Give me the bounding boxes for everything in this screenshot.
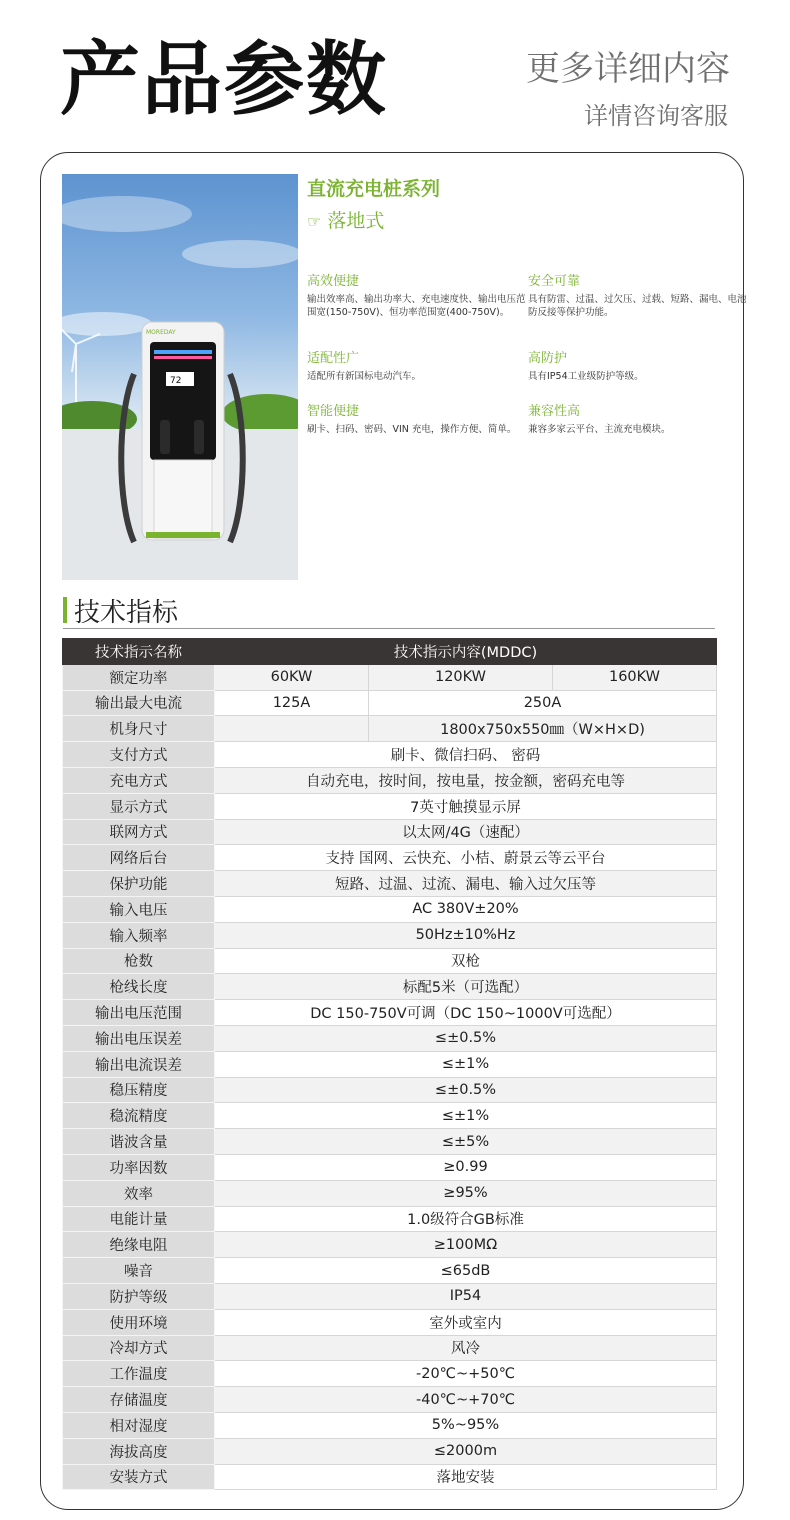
section-accent-bar <box>63 597 67 623</box>
row-value: 短路、过温、过流、漏电、输入过欠压等 <box>215 871 717 897</box>
row-label: 枪线长度 <box>63 974 215 1000</box>
row-label: 联网方式 <box>63 819 215 845</box>
feature-desc: 兼容多家云平台、主流充电模块。 <box>528 424 671 435</box>
charger-screen-value: 72 <box>170 376 182 386</box>
feature-compatibility <box>528 400 748 436</box>
section-divider <box>63 628 715 629</box>
table-row <box>63 1412 717 1438</box>
table-header-row <box>63 639 717 665</box>
row-label: 绝缘电阻 <box>63 1232 215 1258</box>
row-value: ≤65dB <box>215 1258 717 1284</box>
row-label: 显示方式 <box>63 793 215 819</box>
charger-illustration <box>62 174 298 580</box>
row-value: 250A <box>369 690 717 716</box>
row-label: 谐波含量 <box>63 1129 215 1155</box>
table-row <box>63 1232 717 1258</box>
row-value: 120KW <box>369 664 553 690</box>
row-value: ≤2000m <box>215 1438 717 1464</box>
feature-safe <box>528 270 748 319</box>
row-label: 功率因数 <box>63 1154 215 1180</box>
row-value: 风冷 <box>215 1335 717 1361</box>
mount-type-label: 落地式 <box>327 210 385 232</box>
feature-compatible <box>307 347 527 383</box>
more-details-heading: 更多详细内容 <box>526 49 730 89</box>
mount-type <box>307 206 384 233</box>
row-value: ≥100MΩ <box>215 1232 717 1258</box>
page-title: 产品参数 <box>60 33 388 126</box>
feature-desc: 具有IP54工业级防护等级。 <box>528 371 644 382</box>
row-label: 海拔高度 <box>63 1438 215 1464</box>
row-label: 额定功率 <box>63 664 215 690</box>
table-row <box>63 1464 717 1490</box>
row-label: 使用环境 <box>63 1309 215 1335</box>
row-value: ≤±1% <box>215 1051 717 1077</box>
table-row <box>63 1387 717 1413</box>
table-row <box>63 819 717 845</box>
row-value: 以太网/4G（速配） <box>215 819 717 845</box>
table-row <box>63 767 717 793</box>
table-row <box>63 1051 717 1077</box>
table-row <box>63 1438 717 1464</box>
row-label: 电能计量 <box>63 1206 215 1232</box>
row-value: ≤±1% <box>215 1103 717 1129</box>
row-value: DC 150-750V可调（DC 150~1000V可选配） <box>215 1000 717 1026</box>
table-row <box>63 1309 717 1335</box>
row-value: 自动充电，按时间，按电量，按金额，密码充电等 <box>215 767 717 793</box>
row-value-empty <box>215 716 369 742</box>
table-row <box>63 871 717 897</box>
feature-title: 安全可靠 <box>528 274 581 289</box>
row-label: 存储温度 <box>63 1387 215 1413</box>
row-label: 输出电压范围 <box>63 1000 215 1026</box>
row-value: 1.0级符合GB标准 <box>215 1206 717 1232</box>
row-label: 安装方式 <box>63 1464 215 1490</box>
row-value: -40℃~+70℃ <box>215 1387 717 1413</box>
row-value: ≤±0.5% <box>215 1077 717 1103</box>
table-row <box>63 845 717 871</box>
spec-table <box>62 638 717 1490</box>
product-series: 直流充电桩系列 <box>307 178 441 200</box>
row-value: 标配5米（可选配） <box>215 974 717 1000</box>
row-label: 输入电压 <box>63 896 215 922</box>
row-label: 噪音 <box>63 1258 215 1284</box>
product-photo <box>62 174 298 580</box>
feature-title: 兼容性高 <box>528 404 581 419</box>
table-row <box>63 793 717 819</box>
feature-efficient <box>307 270 527 319</box>
row-value: 160KW <box>553 664 717 690</box>
row-label: 机身尺寸 <box>63 716 215 742</box>
table-row <box>63 690 717 716</box>
table-row <box>63 1335 717 1361</box>
table-row <box>63 1258 717 1284</box>
row-value: 双枪 <box>215 948 717 974</box>
table-row <box>63 896 717 922</box>
feature-title: 高效便捷 <box>307 274 360 289</box>
feature-title: 适配性广 <box>307 351 360 366</box>
row-label: 稳压精度 <box>63 1077 215 1103</box>
row-label: 冷却方式 <box>63 1335 215 1361</box>
table-row <box>63 974 717 1000</box>
row-value: 7英寸触摸显示屏 <box>215 793 717 819</box>
table-row <box>63 922 717 948</box>
row-value: 室外或室内 <box>215 1309 717 1335</box>
row-value: 5%~95% <box>215 1412 717 1438</box>
table-row <box>63 742 717 768</box>
row-value: 刷卡、微信扫码、 密码 <box>215 742 717 768</box>
feature-smart <box>307 400 527 436</box>
row-label: 支付方式 <box>63 742 215 768</box>
row-label: 保护功能 <box>63 871 215 897</box>
table-row <box>63 716 717 742</box>
table-row <box>63 948 717 974</box>
feature-title: 智能便捷 <box>307 404 360 419</box>
row-label: 输入频率 <box>63 922 215 948</box>
row-value: AC 380V±20% <box>215 896 717 922</box>
row-value: 1800x750x550㎜（W×H×D) <box>369 716 717 742</box>
row-label: 稳流精度 <box>63 1103 215 1129</box>
row-label: 输出电流误差 <box>63 1051 215 1077</box>
contact-service-text: 详情咨询客服 <box>584 102 728 130</box>
charger-brand-label: MOREDAY <box>146 329 176 336</box>
row-value: ≤±5% <box>215 1129 717 1155</box>
table-row <box>63 1283 717 1309</box>
table-row <box>63 1154 717 1180</box>
table-row <box>63 1103 717 1129</box>
row-label: 枪数 <box>63 948 215 974</box>
table-row <box>63 1077 717 1103</box>
feature-desc: 适配所有新国标电动汽车。 <box>307 371 422 382</box>
header-content: 技术指示内容(MDDC) <box>215 639 717 665</box>
row-value: 支持 国网、云快充、小桔、蔚景云等云平台 <box>215 845 717 871</box>
pointing-hand-icon: ☞ <box>307 212 322 231</box>
row-label: 网络后台 <box>63 845 215 871</box>
row-label: 输出电压误差 <box>63 1025 215 1051</box>
row-value: IP54 <box>215 1283 717 1309</box>
feature-desc: 刷卡、扫码、密码、VIN 充电，操作方便、简单。 <box>307 424 517 435</box>
row-label: 充电方式 <box>63 767 215 793</box>
table-row <box>63 664 717 690</box>
feature-desc: 具有防雷、过温、过欠压、过载、短路、漏电、电池防反接等保护功能。 <box>528 294 747 318</box>
row-label: 防护等级 <box>63 1283 215 1309</box>
row-label: 工作温度 <box>63 1361 215 1387</box>
row-value: 60KW <box>215 664 369 690</box>
row-value: 125A <box>215 690 369 716</box>
row-label: 输出最大电流 <box>63 690 215 716</box>
row-value: 50Hz±10%Hz <box>215 922 717 948</box>
feature-desc: 输出效率高、输出功率大、充电速度快、输出电压范围宽(150-750V)、恒功率范围宽(400-750V)。 <box>307 294 526 318</box>
table-row <box>63 1206 717 1232</box>
row-label: 效率 <box>63 1180 215 1206</box>
row-value: ≥95% <box>215 1180 717 1206</box>
header-name: 技术指示名称 <box>63 639 215 665</box>
row-label: 相对湿度 <box>63 1412 215 1438</box>
table-row <box>63 1361 717 1387</box>
table-row <box>63 1129 717 1155</box>
section-title: 技术指标 <box>74 598 179 628</box>
row-value: ≥0.99 <box>215 1154 717 1180</box>
row-value: -20℃~+50℃ <box>215 1361 717 1387</box>
row-value: 落地安装 <box>215 1464 717 1490</box>
table-row <box>63 1000 717 1026</box>
table-row <box>63 1180 717 1206</box>
wind-turbine-icon <box>62 324 100 414</box>
row-value: ≤±0.5% <box>215 1025 717 1051</box>
feature-title: 高防护 <box>528 351 568 366</box>
table-row <box>63 1025 717 1051</box>
feature-protection <box>528 347 748 383</box>
